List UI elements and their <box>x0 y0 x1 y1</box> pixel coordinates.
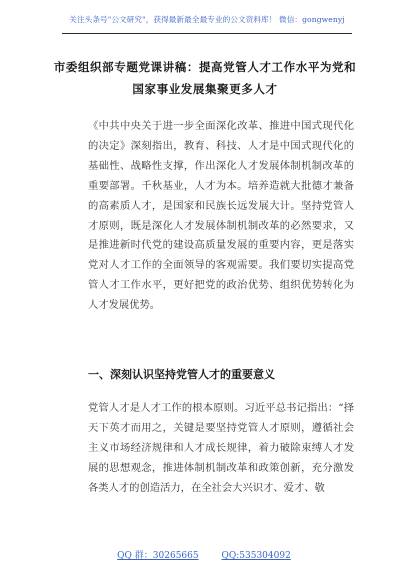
document-title-line-2: 国家事业发展集聚更多人才 <box>132 82 278 96</box>
header-divider <box>62 33 352 34</box>
header-banner: 关注头条号"公文研究"，获得最新最全最专业的公文资料库！ 微信：gongwenyj <box>69 15 345 24</box>
section-1-paragraph: 党管人才是人才工作的根本原则。习近平总书记指出：“择天下英才而用之，关键是要坚持党管人才原则，遵循社会主义市场经济规律和人才成长规律，着力破除束缚人才发展的思想观念，推进体制机制改革和政策创新，充分激发各类人才的创造活力，在全社会大兴识才、爱才、敬 <box>88 402 354 494</box>
document-title-line-1: 市委组织部专题党课讲稿：提高党管人才工作水平为党和 <box>53 60 357 74</box>
footer-contacts <box>0 548 408 561</box>
footer-qq-number[interactable]: QQ:535304092 <box>221 551 291 561</box>
footer-qq-group[interactable]: QQ 群：30265665 <box>117 551 199 561</box>
intro-paragraph: 《中共中央关于进一步全面深化改革、推进中国式现代化的决定》深刻指出，教育、科技、人才是中国式现代化的基础性、战略性支撑，作出深化人才发展体制机制改革的重要部署。千秋基业，人才为本。培养造就大批德才兼备的高素质人才，是国家和民族长远发展大计。坚持党管人才原则，既是深化人才发展体制机制改革的必然要求，又是推进新时代党的建设高质量发展的重要内容，更是落实党对人才工作的全面领导的客观需要。我们要切实提高党管人才工作水平，更好把党的政治优势、组织优势转化为人才发展优势。 <box>88 120 354 312</box>
section-1-heading: 一、深刻认识坚持党管人才的重要意义 <box>88 368 275 381</box>
